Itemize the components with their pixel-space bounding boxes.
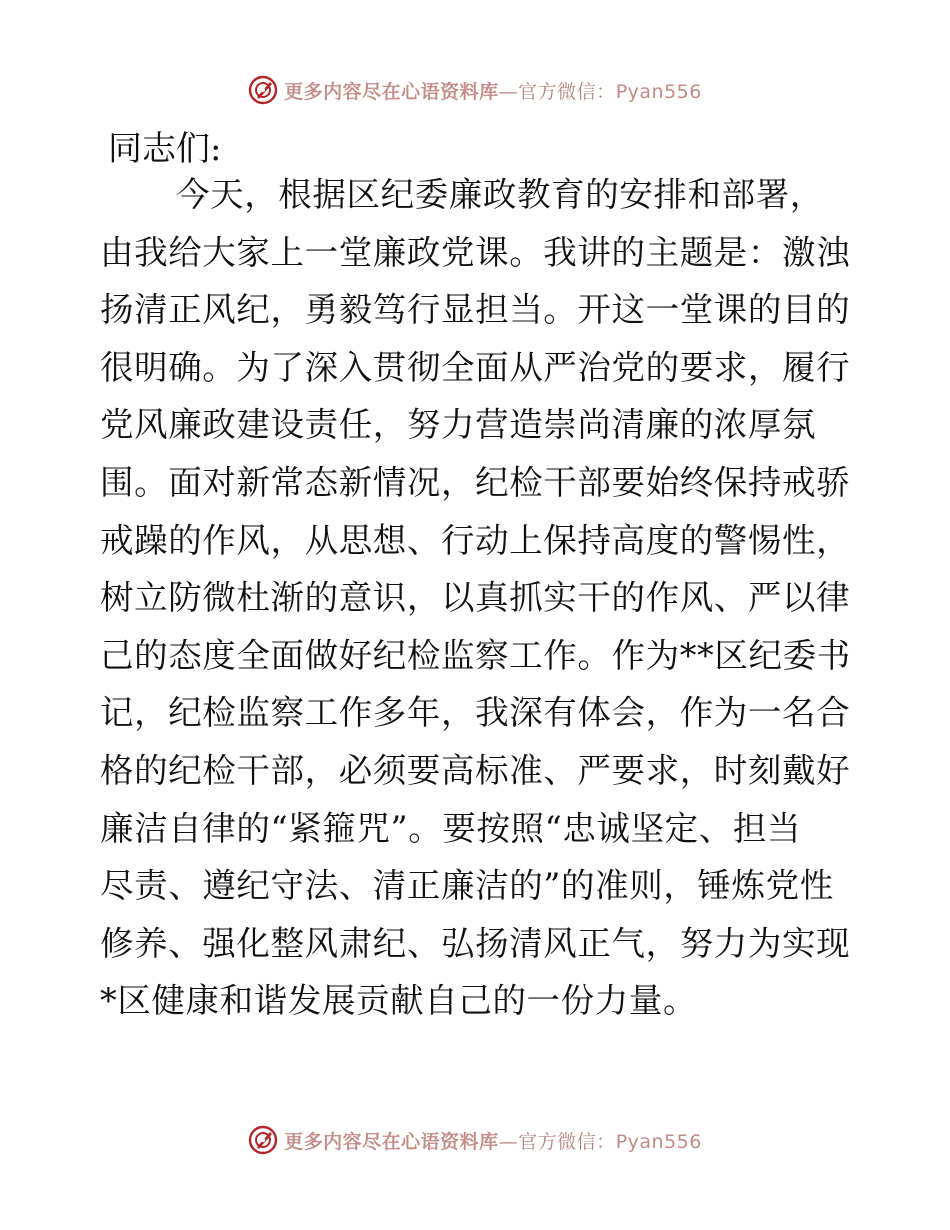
header-banner [0,70,950,110]
body-line: 今天，根据区纪委廉政教育的安排和部署， [176,175,824,214]
body-line: 树立防微杜渐的意识，以真抓实干的作风、严以律 [100,578,851,618]
body-line: 修养、强化整风肃纪、弘扬清风正气，努力为实现 [100,923,851,963]
body-line: 廉洁自律的“紧箍咒”。要按照“忠诚坚定、担当 [100,808,802,848]
body-line: 很明确。为了深入贯彻全面从严治党的要求，履行 [100,347,851,387]
site-name: 更多内容尽在心语资料库 [284,1130,499,1153]
banner-text [284,77,702,104]
footer-banner [0,1120,950,1160]
wechat-label: 官方微信： [518,1130,616,1153]
site-name: 更多内容尽在心语资料库 [284,80,499,103]
body-line: 尽责、遵纪守法、清正廉洁的”的准则，锤炼党性 [100,866,834,906]
body-line: 党风廉政建设责任，努力营造崇尚清廉的浓厚氛 [100,405,817,445]
banner-separator: — [498,1130,519,1153]
wechat-id: Pyan556 [615,80,702,103]
wechat-label: 官方微信： [518,80,616,103]
wechat-id: Pyan556 [615,1130,702,1153]
body-line: *区健康和谐发展贡献自己的一份力量。 [100,981,698,1021]
body-line: 戒躁的作风，从思想、行动上保持高度的警惕性， [100,520,851,560]
body-line: 围。面对新常态新情况，纪检干部要始终保持戒骄 [100,462,851,502]
body-line: 由我给大家上一堂廉政党课。我讲的主题是：激浊 [100,232,851,272]
body-line: 记，纪检监察工作多年，我深有体会，作为一名合 [100,693,851,733]
body-line: 己的态度全面做好纪检监察工作。作为**区纪委书 [100,635,851,675]
body-line: 扬清正风纪，勇毅笃行显担当。开这一堂课的目的 [100,290,851,330]
document-body [100,166,860,1030]
banner-text [284,1127,702,1154]
brand-logo-icon [248,1125,278,1155]
banner-separator: — [498,80,519,103]
salutation: 同志们: [108,129,222,169]
brand-logo-icon [248,75,278,105]
body-line: 格的纪检干部，必须要高标准、严要求，时刻戴好 [100,750,851,790]
